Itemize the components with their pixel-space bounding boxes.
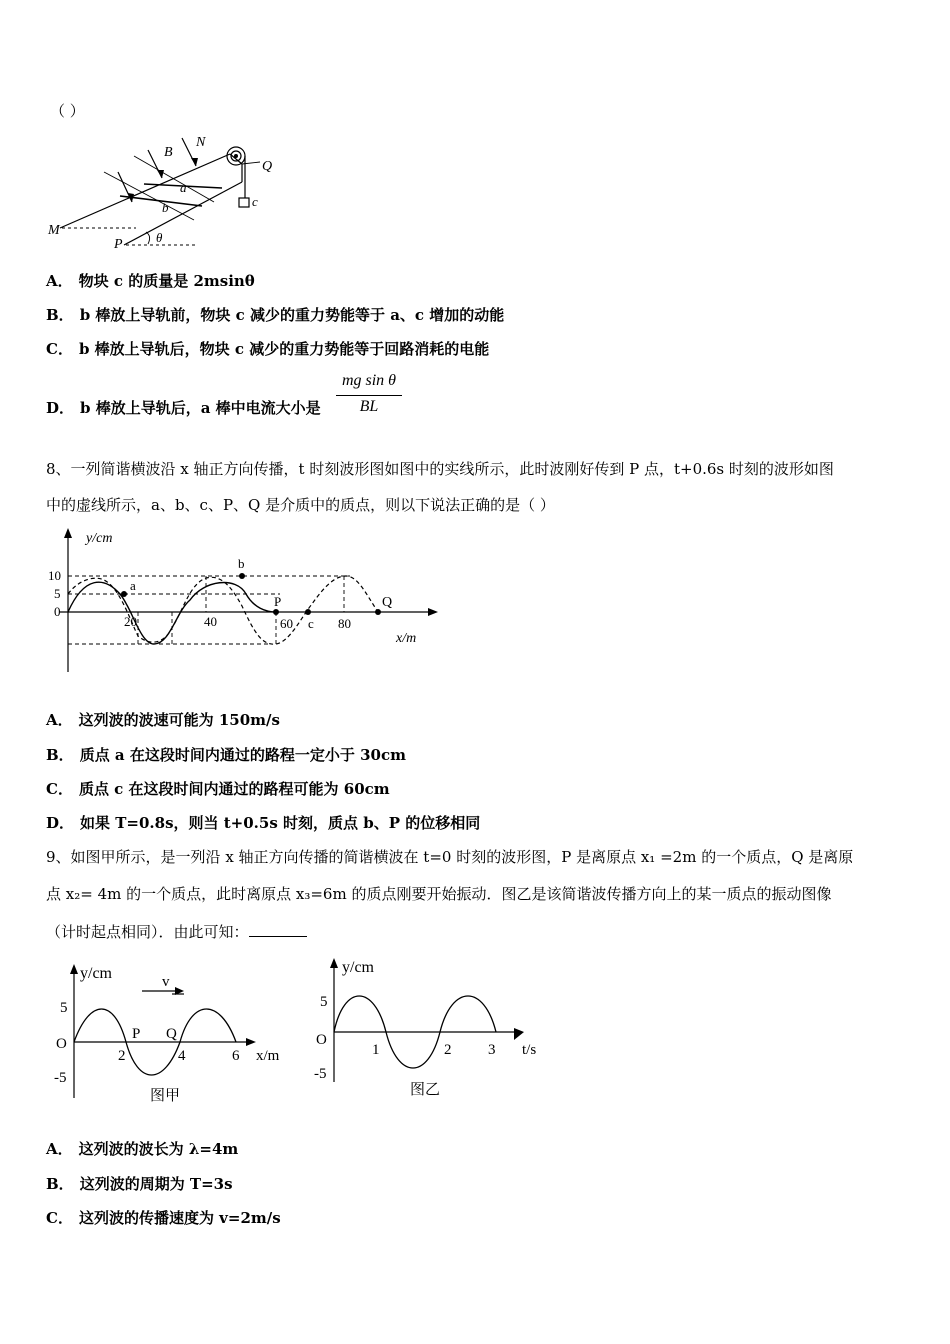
q7-option-a: A． 物块 c 的质量是 2msinθ bbox=[46, 272, 255, 290]
q8-option-a: A． 这列波的波速可能为 150m/s bbox=[46, 711, 280, 729]
q8-stem-line2: 中的虚线所示，a、b、c、P、Q 是介质中的质点，则以下说法正确的是（ ） bbox=[46, 496, 555, 514]
fig1-ylabel: y/cm bbox=[80, 965, 112, 982]
fig2-xlabel: t/s bbox=[522, 1042, 537, 1058]
q8-option-d: D． 如果 T=0.8s，则当 t+0.5s 时刻，质点 b、P 的位移相同 bbox=[46, 814, 481, 832]
q8-label-Q: Q bbox=[382, 595, 393, 610]
q8-label-P: P bbox=[274, 594, 282, 609]
q8-label-b: b bbox=[238, 556, 245, 571]
q9-stem-line3: （计时起点相同）．由此可知： bbox=[46, 921, 307, 942]
q8-label-a: a bbox=[130, 578, 136, 593]
fig1-xtick-4: 4 bbox=[178, 1048, 186, 1064]
label-c: c bbox=[252, 194, 258, 209]
q8-ytick-5: 5 bbox=[54, 586, 61, 601]
fig2-xtick-2: 2 bbox=[444, 1042, 452, 1058]
q9-fig1-wave bbox=[52, 958, 302, 1108]
label-B: B bbox=[164, 145, 173, 160]
fig1-origin: O bbox=[56, 1036, 67, 1052]
q8-stem-line1: 8、一列简谐横波沿 x 轴正方向传播，t 时刻波形图如图中的实线所示，此时波刚好传到 P 点，t+0.6s 时刻的波形如图 bbox=[46, 460, 834, 478]
fraction-bar bbox=[336, 395, 402, 396]
fig1-Q: Q bbox=[166, 1026, 177, 1042]
fig2-ytick-5: 5 bbox=[320, 994, 328, 1010]
fig2-ytick-neg5: -5 bbox=[314, 1066, 327, 1082]
fig1-xlabel: x/m bbox=[256, 1048, 280, 1064]
label-b: b bbox=[162, 200, 169, 215]
q8-xtick-20: 20 bbox=[124, 614, 137, 629]
label-N: N bbox=[196, 135, 206, 150]
q8-xtick-40: 40 bbox=[204, 614, 217, 629]
point-P bbox=[273, 609, 279, 615]
q8-ytick-10: 10 bbox=[48, 568, 61, 583]
q8-ylabel: y/cm bbox=[86, 531, 113, 546]
q8-ytick-0: 0 bbox=[54, 604, 61, 619]
fig1-ytick-neg5: -5 bbox=[54, 1070, 67, 1086]
q9-stem-line2: 点 x₂= 4m 的一个质点，此时离原点 x₃=6m 的质点刚要开始振动．图乙是该简谐波传播方向上的某一质点的振动图像 bbox=[46, 885, 832, 903]
q9-option-a: A． 这列波的波长为 λ=4m bbox=[46, 1140, 239, 1158]
label-M: M bbox=[48, 223, 60, 238]
rail-figure bbox=[44, 132, 284, 252]
q8-xtick-80: 80 bbox=[338, 616, 351, 631]
q7-option-b: B． b 棒放上导轨前，物块 c 减少的重力势能等于 a、c 增加的动能 bbox=[46, 306, 505, 324]
q8-option-b: B． 质点 a 在这段时间内通过的路程一定小于 30cm bbox=[46, 746, 406, 764]
fig1-v: v bbox=[162, 974, 170, 990]
q9-fig2-vibration bbox=[312, 952, 552, 1102]
fig2-xtick-1: 1 bbox=[372, 1042, 380, 1058]
fig1-xtick-2: 2 bbox=[118, 1048, 126, 1064]
label-Q: Q bbox=[262, 159, 273, 174]
fig2-caption: 图乙 bbox=[410, 1082, 441, 1098]
fig2-xtick-3: 3 bbox=[488, 1042, 496, 1058]
q9-stem-line1: 9、如图甲所示，是一列沿 x 轴正方向传播的简谐横波在 t=0 时刻的波形图，P 是离原点 x₁ =2m 的一个质点，Q 是离原 bbox=[46, 848, 854, 866]
q7-option-c: C． b 棒放上导轨后，物块 c 减少的重力势能等于回路消耗的电能 bbox=[46, 340, 490, 358]
point-Q bbox=[375, 609, 381, 615]
point-b bbox=[239, 573, 245, 579]
q8-option-c: C． 质点 c 在这段时间内通过的路程可能为 60cm bbox=[46, 780, 390, 798]
label-a: a bbox=[180, 180, 187, 195]
fig2-ylabel: y/cm bbox=[342, 959, 374, 976]
fraction-denominator: BL bbox=[359, 398, 379, 415]
point-a bbox=[121, 591, 127, 597]
q8-xlabel: x/m bbox=[396, 631, 417, 646]
fig1-P: P bbox=[132, 1026, 141, 1042]
answer-blank bbox=[249, 922, 307, 937]
fig2-origin: O bbox=[316, 1032, 327, 1048]
fraction-numerator: mg sin θ bbox=[341, 372, 397, 389]
q9-option-b: B． 这列波的周期为 T=3s bbox=[46, 1175, 233, 1193]
label-P: P bbox=[114, 237, 123, 252]
q8-label-c: c bbox=[308, 616, 314, 631]
q9-option-c: C． 这列波的传播速度为 v=2m/s bbox=[46, 1209, 281, 1227]
fig1-xtick-6: 6 bbox=[232, 1048, 240, 1064]
point-c bbox=[305, 609, 311, 615]
q8-xtick-60: 60 bbox=[280, 616, 293, 631]
fig1-ytick-5: 5 bbox=[60, 1000, 68, 1016]
q7-option-d: D． b 棒放上导轨后，a 棒中电流大小是 bbox=[46, 399, 321, 417]
answer-paren: （ ） bbox=[50, 102, 85, 120]
q8-wave-chart bbox=[40, 524, 450, 674]
label-theta: θ bbox=[156, 230, 163, 245]
fig1-caption: 图甲 bbox=[150, 1088, 181, 1104]
